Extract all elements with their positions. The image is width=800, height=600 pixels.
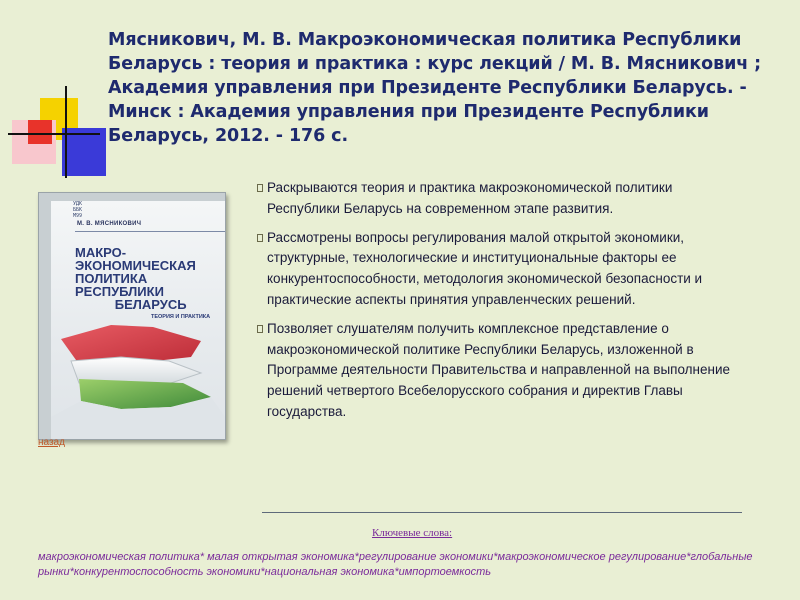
keywords-heading: Ключевые слова: <box>372 527 453 539</box>
belarus-map-graphic <box>51 317 225 439</box>
blue-square <box>62 128 106 176</box>
book-cover-rule <box>75 231 225 232</box>
description-paragraph-1 <box>257 178 747 220</box>
book-cover-title: МАКРО- ЭКОНОМИЧЕСКАЯ ПОЛИТИКА РЕСПУБЛИКИ БЕЛАРУСЬ <box>75 245 196 312</box>
back-link[interactable]: назад <box>38 437 65 448</box>
book-cover-face <box>51 201 225 439</box>
bullet-icon <box>257 234 263 242</box>
decorative-squares <box>0 0 110 180</box>
description-paragraph-3 <box>257 319 747 423</box>
paragraph-text: Раскрываются теория и практика макроэкономической политики Республики Беларусь на современном этапе развития. <box>267 180 673 216</box>
book-cover-author: М. В. МЯСНИКОВИЧ <box>77 221 142 227</box>
description-paragraph-2 <box>257 228 747 311</box>
book-cover-image <box>38 192 226 440</box>
keywords-list: макроэкономическая политика* малая открытая экономика*регулирование экономики*макроэкономическое регулирование*глобальные рынки*конкурентоспособность экономики*национальная экономика*импортоемкость <box>38 551 753 578</box>
red-square <box>28 120 52 144</box>
paragraph-text: Рассмотрены вопросы регулирования малой открытой экономики, структурные, технологические и институциональные факторы ее конкурентоспособности, методология экономической безопасности и практические аспекты принятия управленческих решений. <box>267 229 703 307</box>
bullet-icon <box>257 325 263 333</box>
book-description <box>257 178 747 431</box>
book-citation-title: Мясникович, М. В. Макроэкономическая политика Республики Беларусь : теория и практика : курс лекций / М. В. Мясникович ; Академия управления при Президенте Республики Беларусь. - Минск : Академия управления при Президенте Республики Беларусь, 2012. - 176 с. <box>108 30 762 146</box>
paragraph-text: Позволяет слушателям получить комплексное представление о макроэкономической политике Республики Беларусь, изложенной в Программе деятельности Правительства и направленной на выполнение решений четвертого Всебелорусского собрания и директив Главы государства. <box>267 320 731 419</box>
book-cover-subtitle: ТЕОРИЯ И ПРАКТИКА <box>151 314 211 320</box>
bullet-icon <box>257 184 263 192</box>
book-cover-bbk: УДК ББК М99 <box>73 201 83 219</box>
keywords-divider <box>262 512 742 513</box>
